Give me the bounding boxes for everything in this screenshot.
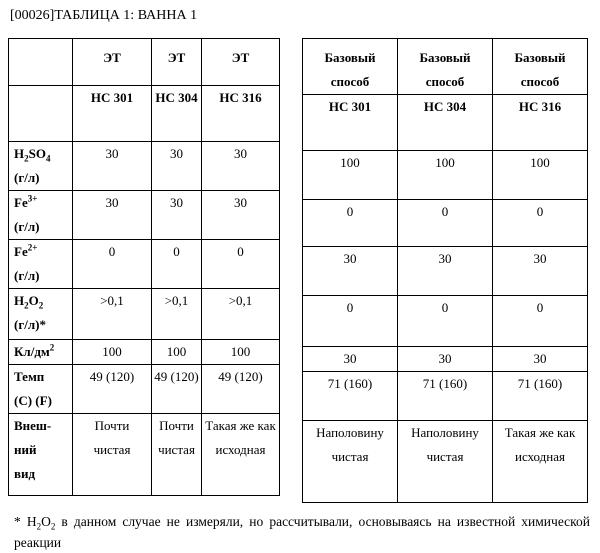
cell: >0,1 — [73, 289, 152, 340]
column-header: ЭТ — [202, 39, 280, 86]
column-subheader-text: НС 304 — [155, 90, 198, 105]
cell: Почти чистая — [73, 414, 152, 496]
header-row-top — [303, 39, 588, 95]
column-subheader: НС 304 — [398, 95, 493, 151]
column-header: Базовый способ — [493, 39, 588, 95]
cell: 30 — [202, 142, 280, 191]
cell: 30 — [398, 247, 493, 296]
table-row — [303, 151, 588, 200]
cell: 0 — [152, 240, 202, 289]
table-row — [303, 421, 588, 503]
cell: 49 (120) — [152, 365, 202, 414]
column-header: ЭТ — [73, 39, 152, 86]
cell: 0 — [73, 240, 152, 289]
row-label: $H_2O_2$ (г/л)* — [9, 289, 73, 340]
footnote: * $H_2O_2$ в данном случае не измеряли, но рассчитывали, основываясь на известной химической реакции — [14, 514, 590, 550]
cell: >0,1 — [152, 289, 202, 340]
header-row-sub — [303, 95, 588, 151]
cell: 71 (160) — [398, 372, 493, 421]
row-label: Темп (C) (F) — [9, 365, 73, 414]
cell: 30 — [152, 191, 202, 240]
table-row — [303, 372, 588, 421]
column-header: Базовый способ — [398, 39, 493, 95]
column-header: ЭТ — [152, 39, 202, 86]
table-row — [303, 200, 588, 247]
cell: 30 — [202, 191, 280, 240]
cell: 30 — [152, 142, 202, 191]
table-row — [9, 142, 280, 191]
cell: 30 — [303, 247, 398, 296]
column-subheader: НС 301 — [73, 86, 152, 142]
cell: 0 — [493, 200, 588, 247]
cell: 49 (120) — [73, 365, 152, 414]
table-row — [303, 296, 588, 347]
cell: Такая же как исходная — [202, 414, 280, 496]
cell: 0 — [303, 200, 398, 247]
column-subheader — [152, 86, 202, 142]
cell: 30 — [73, 142, 152, 191]
cell: 0 — [398, 200, 493, 247]
table-row — [9, 365, 280, 414]
table-row — [9, 240, 280, 289]
empty-corner — [9, 39, 73, 86]
column-subheader: НС 301 — [303, 95, 398, 151]
table-caption: [00026]ТАБЛИЦА 1: ВАННА 1 — [10, 8, 198, 23]
right-table — [302, 38, 588, 503]
cell: 49 (120) — [202, 365, 280, 414]
cell: 0 — [493, 296, 588, 347]
column-subheader: НС 316 — [202, 86, 280, 142]
cell: 100 — [493, 151, 588, 200]
cell: Наполовину чистая — [303, 421, 398, 503]
cell: 100 — [202, 340, 280, 365]
cell: 0 — [398, 296, 493, 347]
header-row-sub — [9, 86, 280, 142]
table-row — [9, 191, 280, 240]
header-row-top — [9, 39, 280, 86]
cell: 30 — [73, 191, 152, 240]
table-row — [303, 347, 588, 372]
cell: Наполовину чистая — [398, 421, 493, 503]
table-row — [9, 340, 280, 365]
left-table — [8, 38, 280, 496]
cell: 30 — [398, 347, 493, 372]
empty-corner — [9, 86, 73, 142]
cell: 0 — [202, 240, 280, 289]
cell: 71 (160) — [303, 372, 398, 421]
cell: 30 — [493, 247, 588, 296]
row-label: $Fe^{2+}$ (г/л) — [9, 240, 73, 289]
cell: Такая же как исходная — [493, 421, 588, 503]
cell: >0,1 — [202, 289, 280, 340]
column-header: Базовый способ — [303, 39, 398, 95]
column-subheader: НС 316 — [493, 95, 588, 151]
row-label: $Fe^{3+}$ (г/л) — [9, 191, 73, 240]
cell: 100 — [152, 340, 202, 365]
cell: 30 — [303, 347, 398, 372]
cell: Почти чистая — [152, 414, 202, 496]
cell: 100 — [398, 151, 493, 200]
row-label: $Кл/дм^2$ — [9, 340, 73, 365]
table-row — [9, 289, 280, 340]
cell: 100 — [303, 151, 398, 200]
cell: 71 (160) — [493, 372, 588, 421]
cell: 0 — [303, 296, 398, 347]
row-label: Внеш- ний вид — [9, 414, 73, 496]
table-row — [9, 414, 280, 496]
cell: 30 — [493, 347, 588, 372]
cell: 100 — [73, 340, 152, 365]
row-label: $H_2SO_4$ (г/л) — [9, 142, 73, 191]
table-row — [303, 247, 588, 296]
